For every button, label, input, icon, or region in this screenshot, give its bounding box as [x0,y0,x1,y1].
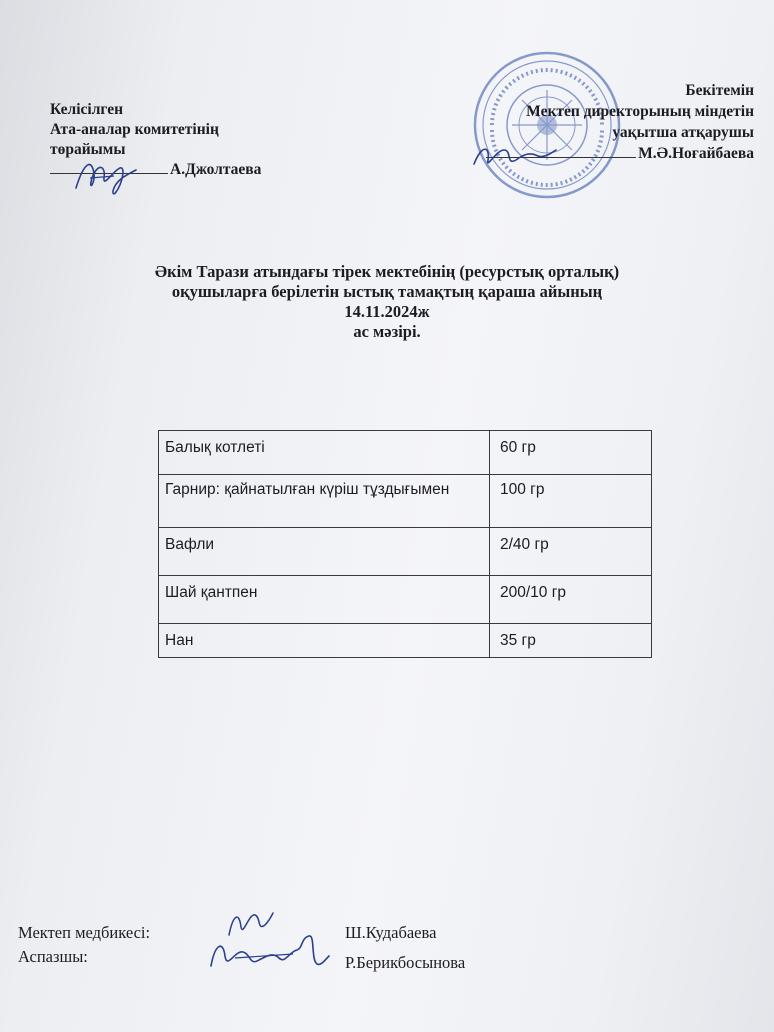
approval-right-line2: Мектеп директорының міндетін [526,103,754,120]
table-row [159,624,652,658]
menu-item-qty: 2/40 гр [490,528,652,576]
menu-item-name: Гарнир: қайнатылған күріш тұздығымен [159,475,490,528]
menu-item-name: Шай қантпен [159,576,490,624]
approval-left-line1: Келісілген [50,101,124,118]
title-line4: ас мәзірі. [353,322,421,341]
menu-item-qty: 35 гр [490,624,652,658]
cook-name: Р.Берикбосынова [345,953,466,972]
menu-table [158,430,652,658]
menu-item-name: Нан [159,624,490,658]
left-signature-scribble [70,148,140,204]
menu-item-qty: 100 гр [490,475,652,528]
approval-left-line3: төрайымы [50,141,126,158]
document-title [0,262,774,342]
nurse-name: Ш.Кудабаева [345,923,437,942]
approval-right-line1: Бекітемін [685,82,754,99]
table-row [159,431,652,475]
table-row [159,576,652,624]
nurse-label: Мектеп медбикесі: [18,923,151,942]
menu-item-name: Вафли [159,528,490,576]
menu-item-name: Балық котлеті [159,431,490,475]
title-line1: Әкім Тарази атындағы тірек мектебінің (ресурстық орталық) [154,262,620,281]
right-signature-scribble [470,136,560,176]
cook-label: Аспазшы: [18,947,88,966]
cook-signature-scribble [205,930,335,982]
table-row [159,528,652,576]
approval-left-line2: Ата-аналар комитетінің [50,121,219,138]
approval-right-line3: уақытша атқарушы [612,124,754,141]
title-line2: оқушыларға берілетін ыстық тамақтың қараша айының [171,282,603,301]
approval-left-name: А.Джолтаева [170,161,262,178]
menu-item-qty: 200/10 гр [490,576,652,624]
approval-right-name: М.Ә.Ноғайбаева [638,145,754,162]
menu-item-qty: 60 гр [490,431,652,475]
title-date: 14.11.2024ж [344,302,430,321]
table-row [159,475,652,528]
